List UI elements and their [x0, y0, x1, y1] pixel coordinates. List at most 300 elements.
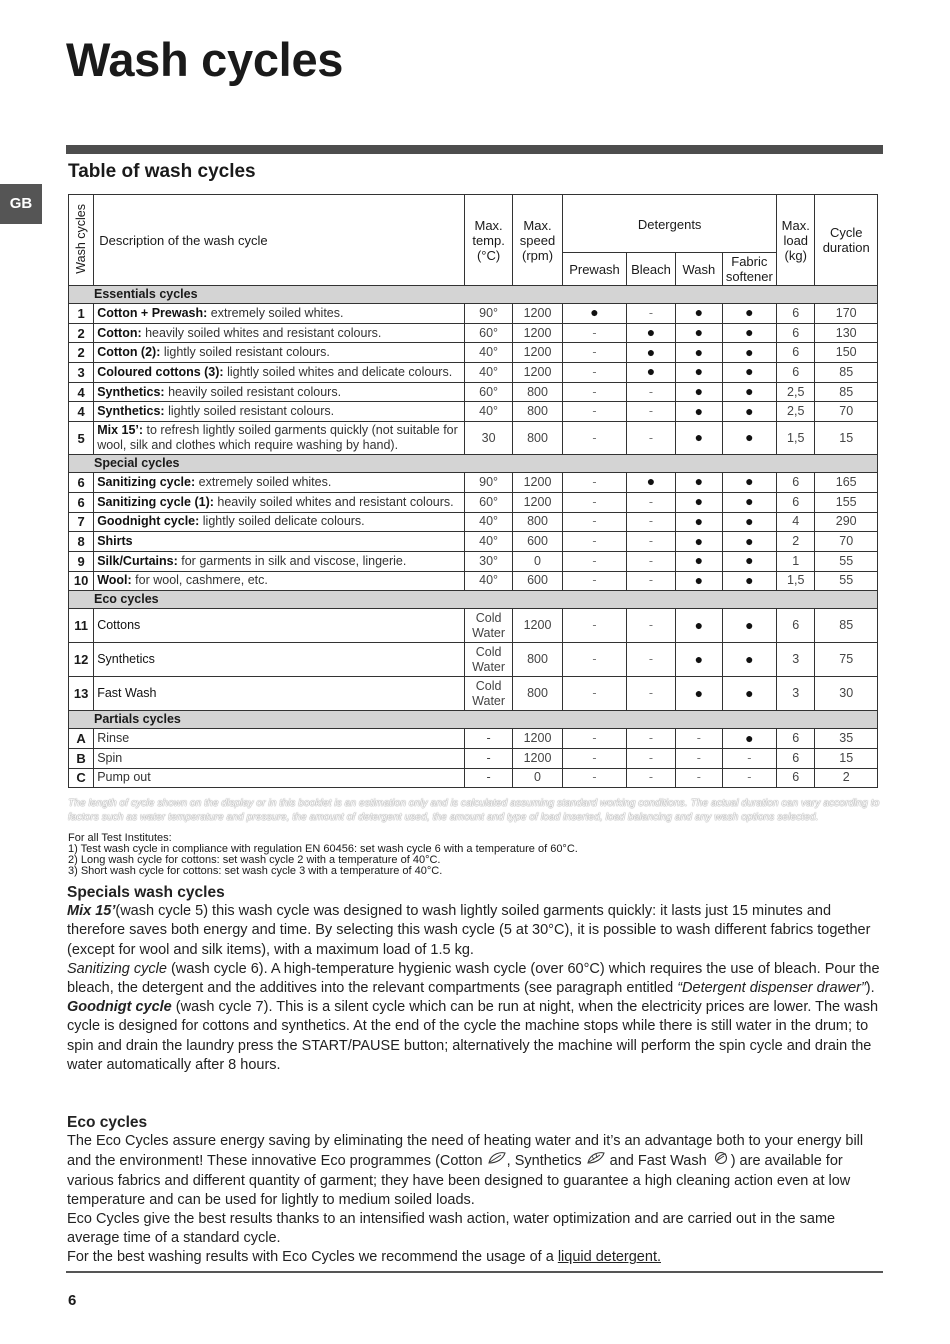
table-title: Table of wash cycles	[68, 161, 256, 182]
duration-disclaimer: The length of cycle shown on the display or in this booklet is an estimation only and is calculated assuming standard working conditions. The actual duration can vary according to factors such as water temperature and pressure, the amount of detergent used, the amount and type of load inserted, load balancing and any wash options selected.	[68, 798, 880, 823]
dot-icon: ●	[646, 343, 656, 360]
prewash-cell	[563, 768, 627, 788]
max-load-cell: 3	[777, 643, 815, 677]
max-speed-cell: 600	[512, 532, 562, 552]
prewash-cell	[563, 473, 627, 493]
max-load-cell: 1,5	[777, 571, 815, 591]
cycle-number: 9	[69, 551, 94, 571]
bleach-cell	[626, 609, 675, 643]
dash-mark: -	[648, 770, 654, 785]
prewash-cell	[563, 609, 627, 643]
cycle-desc-text: heavily soiled whites and resistant colours.	[213, 494, 454, 509]
dash-mark: -	[592, 384, 597, 399]
header-wash-cycles: Wash cycles	[69, 195, 94, 286]
bleach-cell	[626, 363, 675, 383]
table-row	[69, 571, 878, 591]
dash-mark: -	[648, 750, 654, 765]
bleach-cell	[626, 304, 675, 324]
dot-icon: ●	[646, 363, 656, 380]
prewash-cell	[563, 512, 627, 532]
header-max-temp: Max. temp. (°C)	[465, 195, 512, 286]
cycle-description	[94, 323, 465, 343]
bleach-cell	[626, 402, 675, 422]
cycle-number: 1	[69, 304, 94, 324]
table-group-header	[69, 455, 878, 473]
dash-mark: -	[648, 618, 654, 633]
table-body	[69, 286, 878, 788]
table-row	[69, 402, 878, 422]
max-temp-cell: 40°	[465, 512, 512, 532]
softener-cell	[722, 363, 777, 383]
dot-icon: ●	[745, 429, 754, 446]
dot-icon: ●	[745, 402, 754, 419]
softener-cell	[722, 609, 777, 643]
dot-icon: ●	[745, 571, 754, 588]
max-load-cell: 6	[777, 609, 815, 643]
goodnight-name: Goodnigt cycle	[67, 999, 172, 1016]
prewash-cell	[563, 492, 627, 512]
cycle-description	[94, 492, 465, 512]
language-tab: GB	[0, 184, 42, 224]
dash-mark: -	[592, 686, 597, 701]
leaf-cotton-icon	[487, 1151, 507, 1171]
table-row	[69, 532, 878, 552]
cycle-name: Synthetics:	[97, 384, 165, 399]
dot-icon: ●	[694, 343, 704, 360]
dot-icon: ●	[694, 512, 704, 529]
max-speed-cell: 800	[512, 382, 562, 402]
mix15-paragraph	[67, 902, 887, 960]
dot-icon: ●	[646, 473, 656, 490]
wash-cell	[676, 551, 722, 571]
cycle-number: A	[69, 729, 94, 749]
dot-icon: ●	[694, 383, 704, 400]
dash-mark: -	[592, 731, 597, 746]
group-label: Partials cycles	[69, 711, 878, 729]
wash-cell	[676, 304, 722, 324]
cycle-number: 12	[69, 643, 94, 677]
bleach-cell	[626, 768, 675, 788]
max-load-cell: 6	[777, 768, 815, 788]
cycle-number: 4	[69, 402, 94, 422]
cycle-duration-cell: 70	[815, 532, 878, 552]
dot-icon: ●	[590, 304, 599, 321]
mix15-name: Mix 15’	[67, 903, 116, 920]
cycle-desc-text: Rinse	[97, 731, 130, 746]
dash-mark: -	[648, 514, 654, 529]
table-row	[69, 643, 878, 677]
liquid-detergent-text: liquid detergent.	[557, 1249, 661, 1266]
bottom-rule	[66, 1271, 883, 1273]
bleach-cell	[626, 643, 675, 677]
cycle-desc-text: Cottons	[97, 618, 141, 633]
cycle-description	[94, 512, 465, 532]
max-load-cell: 6	[777, 363, 815, 383]
cycle-name: Cotton:	[97, 325, 142, 340]
dash-mark: -	[648, 384, 654, 399]
dash-mark: -	[592, 750, 597, 765]
prewash-cell	[563, 643, 627, 677]
max-speed-cell: 800	[512, 677, 562, 711]
header-detergents: Detergents	[563, 195, 777, 253]
wash-cell	[676, 571, 722, 591]
cycle-duration-cell: 55	[815, 551, 878, 571]
eco-paragraph-1: The Eco Cycles assure energy saving by eliminating the need of heating water and it’s an advantage both to your energy bill and the environment! These innovative Eco programmes (Cotton , Synthetics and Fast Wash ) are available for various fabrics and different quantity of garment; they have been designed to guarantee a high cleaning action even at low temperature and can be used for lightly to medium soiled loads.	[67, 1133, 864, 1208]
table-row	[69, 677, 878, 711]
cycle-number: 5	[69, 422, 94, 455]
dot-icon: ●	[694, 552, 704, 569]
dot-icon: ●	[694, 493, 704, 510]
dot-icon: ●	[745, 684, 754, 701]
cycle-number: 4	[69, 382, 94, 402]
max-temp-cell: 40°	[465, 571, 512, 591]
cycle-description	[94, 343, 465, 363]
max-load-cell: 1	[777, 551, 815, 571]
test-institutes-notes	[68, 833, 578, 877]
bleach-cell	[626, 729, 675, 749]
softener-cell	[722, 551, 777, 571]
dash-mark: -	[592, 553, 597, 568]
dash-mark: -	[592, 325, 597, 340]
cycle-duration-cell: 70	[815, 402, 878, 422]
cycle-description	[94, 473, 465, 493]
dash-mark: -	[648, 686, 654, 701]
cycle-number: 2	[69, 343, 94, 363]
cycle-desc-text: extremely soiled whites.	[195, 474, 332, 489]
cycle-duration-cell: 170	[815, 304, 878, 324]
cycle-duration-cell: 35	[815, 729, 878, 749]
cycle-desc-text: lightly soiled delicate colours.	[199, 514, 365, 529]
cycle-number: 13	[69, 677, 94, 711]
test-note: For all Test Institutes:	[68, 832, 172, 844]
max-speed-cell: 1200	[512, 323, 562, 343]
dot-icon: ●	[745, 383, 754, 400]
cycle-description	[94, 677, 465, 711]
max-load-cell: 6	[777, 473, 815, 493]
max-speed-cell: 800	[512, 512, 562, 532]
prewash-cell	[563, 402, 627, 422]
max-speed-cell: 1200	[512, 609, 562, 643]
max-temp-cell: 40°	[465, 532, 512, 552]
max-speed-cell: 800	[512, 402, 562, 422]
wash-cycles-table	[68, 194, 878, 788]
cycle-duration-cell: 15	[815, 422, 878, 455]
max-load-cell: 6	[777, 748, 815, 768]
table-row	[69, 323, 878, 343]
max-load-cell: 2,5	[777, 402, 815, 422]
max-speed-cell: 1200	[512, 492, 562, 512]
header-prewash: Prewash	[563, 253, 627, 286]
softener-cell	[722, 402, 777, 422]
dash-mark: -	[592, 770, 597, 785]
cycle-description	[94, 402, 465, 422]
cycle-duration-cell: 85	[815, 363, 878, 383]
table-row	[69, 492, 878, 512]
cycle-number: 2	[69, 323, 94, 343]
header-max-load: Max. load (kg)	[777, 195, 815, 286]
cycle-name: Shirts	[97, 534, 133, 549]
softener-cell	[722, 492, 777, 512]
max-speed-cell: 1200	[512, 363, 562, 383]
max-temp-cell	[465, 643, 512, 677]
dash-mark: -	[592, 494, 597, 509]
dash-mark: -	[747, 750, 752, 765]
max-speed-cell: 800	[512, 422, 562, 455]
cycle-description	[94, 748, 465, 768]
max-load-cell: 4	[777, 512, 815, 532]
test-note: 1) Test wash cycle in compliance with regulation EN 60456: set wash cycle 6 with a temperature of 60°C.	[68, 843, 578, 855]
cycle-number: 10	[69, 571, 94, 591]
dash-mark: -	[648, 553, 654, 568]
bleach-cell	[626, 571, 675, 591]
softener-cell	[722, 571, 777, 591]
cycle-duration-cell: 130	[815, 323, 878, 343]
dash-mark: -	[648, 494, 654, 509]
softener-cell	[722, 382, 777, 402]
max-speed-cell: 800	[512, 643, 562, 677]
cycle-name: Cotton (2):	[97, 345, 161, 360]
prewash-cell	[563, 363, 627, 383]
wash-cell	[676, 609, 722, 643]
cycle-number: 8	[69, 532, 94, 552]
dot-icon: ●	[745, 473, 754, 490]
wash-cell	[676, 677, 722, 711]
cycle-desc-text: extremely soiled whites.	[207, 305, 344, 320]
max-speed-cell: 1200	[512, 304, 562, 324]
dot-icon: ●	[745, 493, 754, 510]
dot-icon: ●	[745, 304, 754, 321]
max-speed-cell: 0	[512, 768, 562, 788]
prewash-cell	[563, 571, 627, 591]
max-temp-cell	[465, 677, 512, 711]
softener-cell	[722, 729, 777, 749]
cycle-description	[94, 532, 465, 552]
cycle-desc-text: Pump out	[97, 770, 151, 785]
cycle-desc-text: heavily soiled whites and resistant colours.	[141, 325, 382, 340]
table-row	[69, 382, 878, 402]
table-row	[69, 422, 878, 455]
max-load-cell: 6	[777, 729, 815, 749]
softener-cell	[722, 323, 777, 343]
dash-mark: -	[648, 534, 654, 549]
cycle-number: 6	[69, 473, 94, 493]
cycle-name: Cotton + Prewash:	[97, 305, 208, 320]
table-row	[69, 473, 878, 493]
cycle-duration-cell: 155	[815, 492, 878, 512]
max-speed-cell: 1200	[512, 343, 562, 363]
leaf-fastwash-icon	[711, 1151, 731, 1171]
header-bleach: Bleach	[626, 253, 675, 286]
bleach-cell	[626, 512, 675, 532]
dot-icon: ●	[694, 324, 704, 341]
dot-icon: ●	[694, 304, 704, 321]
dot-icon: ●	[745, 650, 754, 667]
wash-cell	[676, 363, 722, 383]
dash-mark: -	[648, 305, 654, 320]
cycle-description	[94, 422, 465, 455]
bleach-cell	[626, 323, 675, 343]
max-temp-cell: 40°	[465, 363, 512, 383]
dash-mark: -	[648, 404, 654, 419]
bleach-cell	[626, 551, 675, 571]
max-speed-cell: 600	[512, 571, 562, 591]
cycle-description	[94, 363, 465, 383]
prewash-cell	[563, 422, 627, 455]
prewash-cell	[563, 551, 627, 571]
softener-cell	[722, 512, 777, 532]
softener-cell	[722, 768, 777, 788]
wash-cell	[676, 473, 722, 493]
cycle-duration-cell: 85	[815, 382, 878, 402]
cycle-desc-text: Fast Wash	[97, 686, 157, 701]
wash-cell	[676, 729, 722, 749]
table-row	[69, 768, 878, 788]
prewash-cell	[563, 343, 627, 363]
eco-paragraph-3: For the best washing results with Eco Cycles we recommend the usage of a liquid detergent.	[67, 1249, 661, 1266]
dash-mark: -	[592, 573, 597, 588]
top-rule	[66, 145, 883, 154]
dash-mark: -	[648, 430, 654, 445]
cycle-desc-text: Spin	[97, 750, 123, 765]
max-temp-cell: 40°	[465, 343, 512, 363]
dot-icon: ●	[745, 363, 754, 380]
dash-mark: -	[592, 345, 597, 360]
table-row	[69, 551, 878, 571]
table-row	[69, 729, 878, 749]
table-row	[69, 748, 878, 768]
group-label: Essentials cycles	[69, 286, 878, 304]
cycle-number: 11	[69, 609, 94, 643]
bleach-cell	[626, 382, 675, 402]
max-temp-cell: -	[465, 748, 512, 768]
dot-icon: ●	[694, 684, 704, 701]
header-max-speed: Max. speed (rpm)	[512, 195, 562, 286]
table-row	[69, 512, 878, 532]
eco-section	[67, 1113, 887, 1268]
prewash-cell	[563, 729, 627, 749]
cycle-desc-text: for garments in silk and viscose, lingerie.	[177, 553, 407, 568]
header-fabric-softener: Fabric softener	[722, 253, 777, 286]
wash-cell	[676, 748, 722, 768]
page-title: Wash cycles	[66, 33, 344, 86]
dot-icon: ●	[745, 552, 754, 569]
softener-cell	[722, 343, 777, 363]
dash-mark: -	[696, 731, 701, 746]
cycle-description	[94, 643, 465, 677]
wash-cell	[676, 422, 722, 455]
cycle-duration-cell: 290	[815, 512, 878, 532]
header-wash: Wash	[676, 253, 722, 286]
header-cycle-duration: Cycle duration	[815, 195, 878, 286]
dash-mark: -	[592, 514, 597, 529]
cycle-number: 7	[69, 512, 94, 532]
dot-icon: ●	[745, 532, 754, 549]
dash-mark: -	[696, 770, 701, 785]
max-speed-cell: 1200	[512, 473, 562, 493]
group-label: Eco cycles	[69, 591, 878, 609]
prewash-cell	[563, 323, 627, 343]
dash-mark: -	[592, 430, 597, 445]
max-speed-cell: 1200	[512, 729, 562, 749]
dash-mark: -	[747, 770, 752, 785]
dot-icon: ●	[745, 512, 754, 529]
softener-cell	[722, 748, 777, 768]
dot-icon: ●	[694, 532, 704, 549]
cold-water-label: Cold Water	[472, 644, 506, 674]
max-temp-cell: 30°	[465, 551, 512, 571]
max-temp-cell	[465, 609, 512, 643]
dot-icon: ●	[694, 650, 704, 667]
bleach-cell	[626, 748, 675, 768]
cycle-name: Wool:	[97, 573, 132, 588]
max-load-cell: 6	[777, 343, 815, 363]
prewash-cell	[563, 304, 627, 324]
prewash-cell	[563, 382, 627, 402]
wash-cell	[676, 512, 722, 532]
sanitizing-end: ).	[865, 980, 875, 997]
bleach-cell	[626, 473, 675, 493]
cycle-duration-cell: 75	[815, 643, 878, 677]
wash-cell	[676, 532, 722, 552]
max-temp-cell: 60°	[465, 492, 512, 512]
dot-icon: ●	[745, 729, 754, 746]
max-load-cell: 6	[777, 323, 815, 343]
test-note: 2) Long wash cycle for cottons: set wash cycle 2 with a temperature of 40°C.	[68, 854, 441, 866]
max-speed-cell: 0	[512, 551, 562, 571]
sanitizing-ref: “Detergent dispenser drawer”	[677, 980, 866, 997]
cycle-duration-cell: 85	[815, 609, 878, 643]
test-note: 3) Short wash cycle for cottons: set wash cycle 3 with a temperature of 40°C.	[68, 865, 443, 877]
softener-cell	[722, 304, 777, 324]
dot-icon: ●	[694, 616, 704, 633]
dash-mark: -	[592, 534, 597, 549]
bleach-cell	[626, 422, 675, 455]
eco-heading: Eco cycles	[67, 1114, 148, 1131]
sanitizing-text: (wash cycle 6). A high-temperature hygienic wash cycle (over 60°C) which requires the use of bleach. Pour the bleach, the detergent and the additives into the relevant compartments (see paragraph entitled	[67, 960, 880, 997]
wash-cell	[676, 343, 722, 363]
cycle-desc-text: lightly soiled whites and delicate colours.	[223, 364, 453, 379]
cycle-name: Sanitizing cycle:	[97, 474, 196, 489]
table-row	[69, 609, 878, 643]
cycle-number: B	[69, 748, 94, 768]
prewash-cell	[563, 748, 627, 768]
cycle-duration-cell: 55	[815, 571, 878, 591]
dash-mark: -	[648, 731, 654, 746]
cycle-description	[94, 304, 465, 324]
cycle-duration-cell: 30	[815, 677, 878, 711]
cycle-name: Goodnight cycle:	[97, 514, 200, 529]
cycle-duration-cell: 15	[815, 748, 878, 768]
wash-cell	[676, 768, 722, 788]
dot-icon: ●	[694, 429, 704, 446]
cycle-description	[94, 768, 465, 788]
cold-water-label: Cold Water	[472, 678, 506, 708]
leaf-synthetics-icon	[586, 1151, 606, 1171]
wash-cell	[676, 492, 722, 512]
softener-cell	[722, 532, 777, 552]
cycle-name: Mix 15’:	[97, 423, 144, 438]
cycle-desc-text: Synthetics	[97, 652, 155, 667]
cycle-name: Sanitizing cycle (1):	[97, 494, 214, 509]
bleach-cell	[626, 343, 675, 363]
table-group-header	[69, 711, 878, 729]
cycle-number: 6	[69, 492, 94, 512]
cold-water-label: Cold Water	[472, 610, 506, 640]
max-load-cell: 1,5	[777, 422, 815, 455]
max-load-cell: 6	[777, 492, 815, 512]
wash-cell	[676, 643, 722, 677]
bleach-cell	[626, 532, 675, 552]
